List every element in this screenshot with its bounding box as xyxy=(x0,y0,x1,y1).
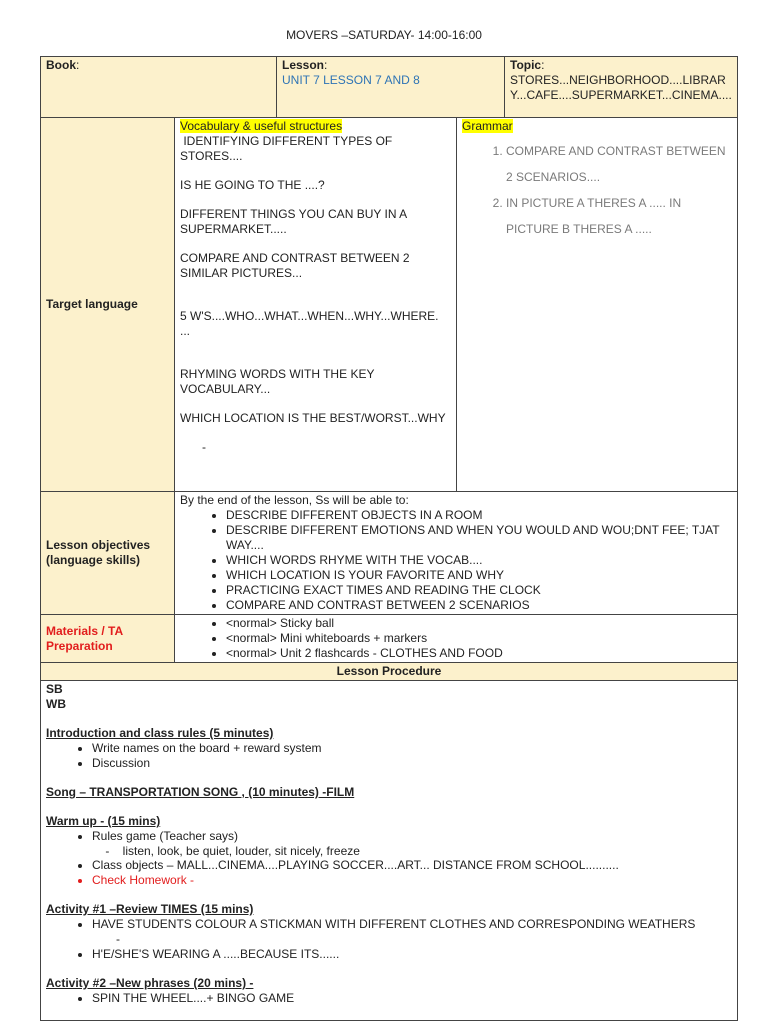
warmup-item: • Rules game (Teacher says) xyxy=(92,829,732,844)
vocab-cell xyxy=(175,118,457,492)
activity1-dash: - xyxy=(116,932,120,946)
objectives-cell xyxy=(175,492,738,615)
intro-title: Introduction and class rules (5 minutes) xyxy=(46,726,274,740)
grammar-item: 2. IN PICTURE A THERES A ..... IN PICTURE B THERES A ..... xyxy=(506,190,732,242)
activity1-item: • H'E/SHE'S WEARING A .....BECAUSE ITS...... xyxy=(92,947,732,962)
page-title: MOVERS –SATURDAY- 14:00-16:00 xyxy=(286,28,482,42)
objective-item: • WHICH WORDS RHYME WITH THE VOCAB.... xyxy=(226,553,732,568)
procedure-heading: Lesson Procedure xyxy=(41,663,738,681)
vocab-line: - xyxy=(202,440,206,454)
vocab-line: IS HE GOING TO THE ....? xyxy=(180,178,325,192)
grammar-cell xyxy=(457,118,738,492)
objective-item: • COMPARE AND CONTRAST BETWEEN 2 SCENARIOS xyxy=(226,598,732,613)
warmup-sublist xyxy=(46,844,732,858)
warmup-list xyxy=(46,829,732,844)
materials-cell xyxy=(175,615,738,663)
warmup-item: • Class objects – MALL...CINEMA....PLAYING SOCCER....ART... DISTANCE FROM SCHOOL.......... xyxy=(92,858,732,873)
book-label: Book xyxy=(46,58,76,72)
lesson-label: Lesson xyxy=(282,58,325,72)
intro-item: • Discussion xyxy=(92,756,732,771)
materials-label: Materials / TA Preparation xyxy=(41,615,175,663)
topic-cell: Topic: STORES...NEIGHBORHOOD....LIBRARY...CAFE....SUPERMARKET...CINEMA.... xyxy=(505,57,738,118)
warmup-item: • Check Homework - xyxy=(92,873,732,888)
book-cell: Book: xyxy=(41,57,277,118)
material-item: • <normal> Sticky ball xyxy=(226,616,732,631)
activity2-title: Activity #2 –New phrases (20 mins) - xyxy=(46,976,254,990)
objectives-list xyxy=(180,508,732,613)
lesson-value: UNIT 7 LESSON 7 AND 8 xyxy=(282,73,420,87)
procedure-body xyxy=(41,681,738,1021)
intro-item: • Write names on the board + reward system xyxy=(92,741,732,756)
wb-label: WB xyxy=(46,697,66,711)
vocab-line: WHICH LOCATION IS THE BEST/WORST...WHY xyxy=(180,411,446,425)
vocab-line: RHYMING WORDS WITH THE KEY VOCABULARY... xyxy=(180,367,375,396)
material-item: • <normal> Mini whiteboards + markers xyxy=(226,631,732,646)
warmup-title: Warm up - (15 mins) xyxy=(46,814,161,828)
objective-item: • WHICH LOCATION IS YOUR FAVORITE AND WHY xyxy=(226,568,732,583)
objective-item: • DESCRIBE DIFFERENT EMOTIONS AND WHEN YOU WOULD AND WOU;DNT FEE; TJAT WAY.... xyxy=(226,523,732,553)
activity2-list xyxy=(46,991,732,1006)
vocab-heading: Vocabulary & useful structures xyxy=(180,119,343,133)
warmup-subitem: - listen, look, be quiet, louder, sit nicely, freeze xyxy=(92,844,360,858)
material-item: • <normal> Unit 2 flashcards - CLOTHES AND FOOD xyxy=(226,646,732,661)
objective-item: • PRACTICING EXACT TIMES AND READING THE CLOCK xyxy=(226,583,732,598)
activity1-item: • HAVE STUDENTS COLOUR A STICKMAN WITH DIFFERENT CLOTHES AND CORRESPONDING WEATHERS xyxy=(92,917,732,932)
activity1-list-2 xyxy=(46,947,732,962)
lesson-plan-table xyxy=(40,56,738,1021)
sb-label: SB xyxy=(46,682,63,696)
vocab-line: 5 W'S....WHO...WHAT...WHEN...WHY...WHERE. xyxy=(180,309,439,323)
vocab-line: ... xyxy=(180,324,191,338)
objectives-label: Lesson objectives (language skills) xyxy=(41,492,175,615)
intro-list xyxy=(46,741,732,771)
vocab-line: DIFFERENT THINGS YOU CAN BUY IN A SUPERMARKET..... xyxy=(180,207,407,236)
activity1-list xyxy=(46,917,732,932)
warmup-sub-text: listen, look, be quiet, louder, sit nicely, freeze xyxy=(122,844,360,858)
grammar-heading: Grammar xyxy=(462,119,513,133)
materials-list xyxy=(180,616,732,661)
vocab-line: IDENTIFYING DIFFERENT TYPES OF STORES.... xyxy=(180,134,396,163)
topic-value: STORES...NEIGHBORHOOD....LIBRARY...CAFE....SUPERMARKET...CINEMA.... xyxy=(510,73,732,102)
grammar-list xyxy=(462,138,732,242)
objectives-intro: By the end of the lesson, Ss will be able to: xyxy=(180,493,409,507)
topic-label: Topic xyxy=(510,58,542,72)
target-language-label: Target language xyxy=(41,118,175,492)
grammar-item: 1. COMPARE AND CONTRAST BETWEEN 2 SCENARIOS.... xyxy=(506,138,732,190)
vocab-line: COMPARE AND CONTRAST BETWEEN 2 SIMILAR PICTURES... xyxy=(180,251,410,280)
objective-item: • DESCRIBE DIFFERENT OBJECTS IN A ROOM xyxy=(226,508,732,523)
song-title: Song – TRANSPORTATION SONG , (10 minutes) -FILM xyxy=(46,785,355,799)
activity2-item: • SPIN THE WHEEL....+ BINGO GAME xyxy=(92,991,732,1006)
lesson-cell: Lesson: UNIT 7 LESSON 7 AND 8 xyxy=(277,57,505,118)
warmup-list-2 xyxy=(46,858,732,888)
activity1-title: Activity #1 –Review TIMES (15 mins) xyxy=(46,902,254,916)
